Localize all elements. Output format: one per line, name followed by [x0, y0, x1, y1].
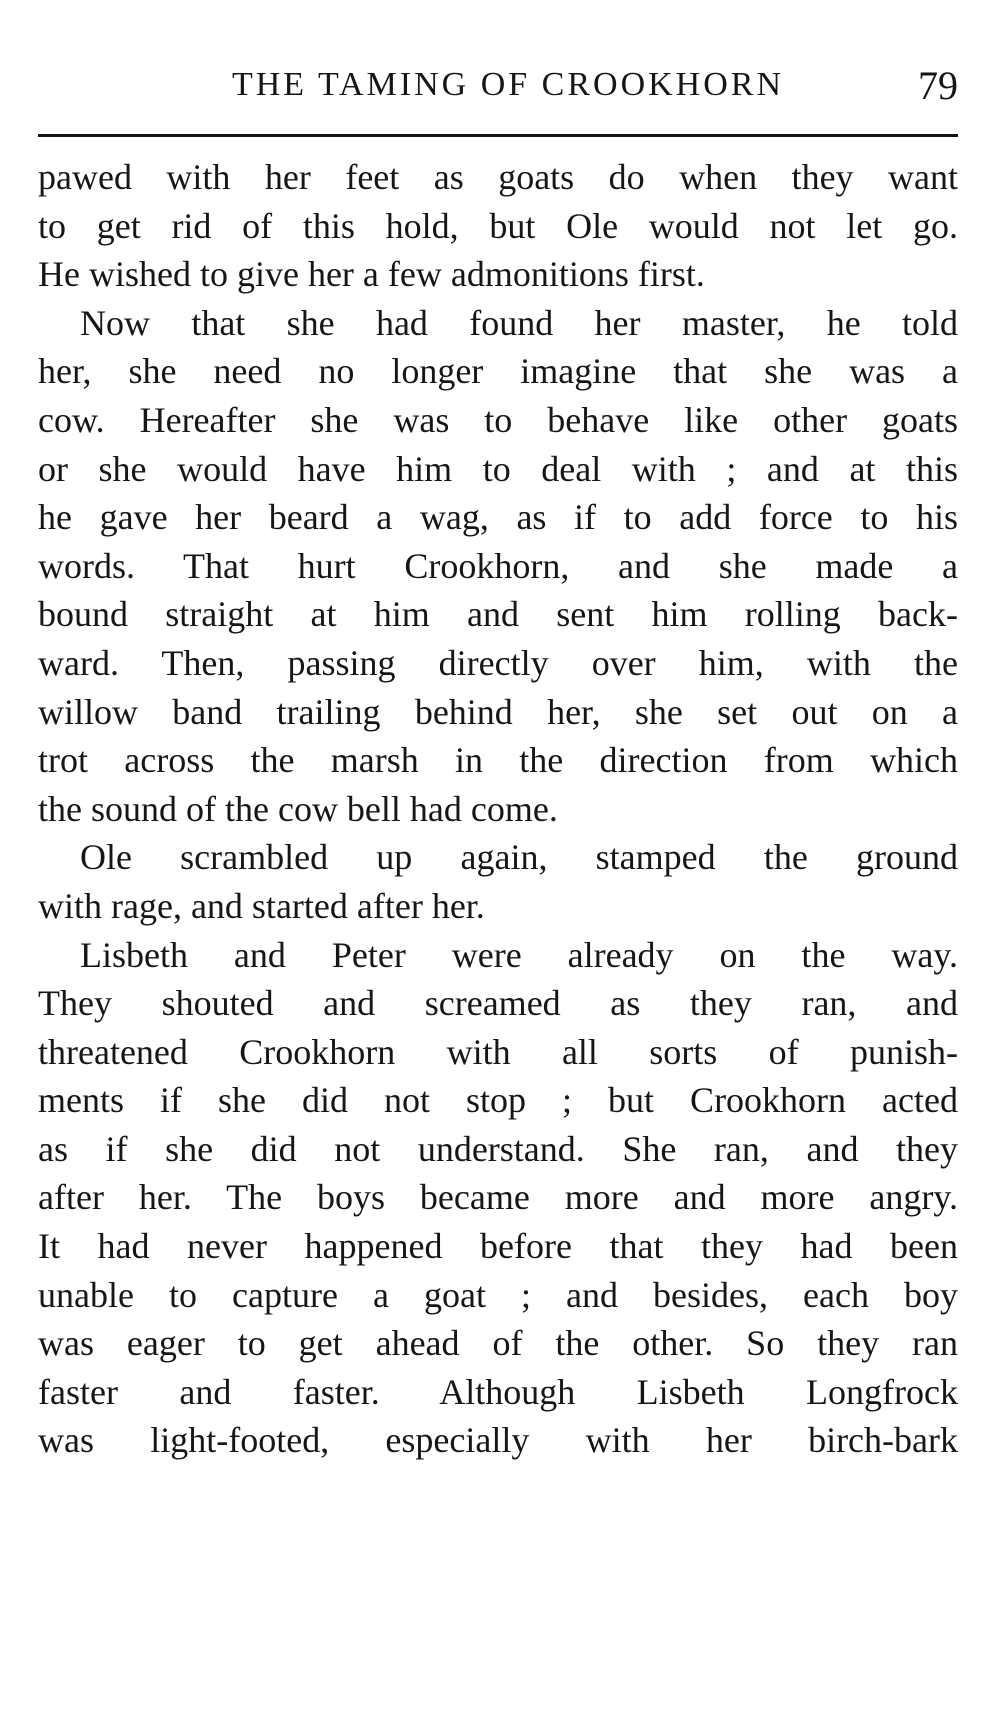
page-content: [38, 60, 958, 1465]
text-line: to get rid of this hold, but Ole would not let go.: [38, 205, 958, 246]
body-text: [38, 153, 958, 1465]
paragraph: [38, 931, 958, 1466]
text-line: ward. Then, passing directly over him, with the: [38, 642, 958, 683]
header-rule: [38, 134, 958, 137]
text-line: willow band trailing behind her, she set out on a: [38, 691, 958, 732]
text-line: or she would have him to deal with ; and at this: [38, 448, 958, 489]
text-line: with rage, and started after her.: [38, 885, 485, 926]
text-line: was light-footed, especially with her birch-bark: [38, 1420, 958, 1461]
text-line: after her. The boys became more and more angry.: [38, 1177, 958, 1218]
text-line: faster and faster. Although Lisbeth Longfrock: [38, 1371, 958, 1412]
text-line: trot across the marsh in the direction from which: [38, 740, 958, 781]
running-title: THE TAMING OF CROOKHORN: [231, 66, 785, 103]
text-line: pawed with her feet as goats do when they want: [38, 157, 958, 197]
text-line: threatened Crookhorn with all sorts of punish-: [38, 1031, 958, 1072]
paragraph: [38, 153, 958, 299]
text-line: They shouted and screamed as they ran, and: [38, 983, 958, 1024]
text-line: words. That hurt Crookhorn, and she made a: [38, 545, 958, 586]
text-line: bound straight at him and sent him rolling back-: [38, 594, 958, 635]
paragraph: [38, 299, 958, 834]
text-line: Ole scrambled up again, stamped the ground: [80, 837, 958, 878]
running-header: [38, 60, 958, 124]
page-number: 79: [918, 63, 958, 108]
paragraph: [38, 833, 958, 930]
text-line: He wished to give her a few admonitions first.: [38, 254, 705, 295]
text-line: unable to capture a goat ; and besides, each boy: [38, 1274, 958, 1315]
text-line: he gave her beard a wag, as if to add force to his: [38, 497, 958, 538]
text-line: as if she did not understand. She ran, and they: [38, 1128, 958, 1169]
text-line: cow. Hereafter she was to behave like other goats: [38, 399, 958, 440]
text-line: her, she need no longer imagine that she was a: [38, 351, 958, 392]
text-line: Lisbeth and Peter were already on the way.: [80, 934, 958, 975]
text-line: Now that she had found her master, he told: [80, 302, 958, 343]
text-line: was eager to get ahead of the other. So they ran: [38, 1323, 958, 1364]
text-line: It had never happened before that they had been: [38, 1226, 958, 1267]
text-line: the sound of the cow bell had come.: [38, 788, 558, 829]
text-line: ments if she did not stop ; but Crookhorn acted: [38, 1080, 958, 1121]
